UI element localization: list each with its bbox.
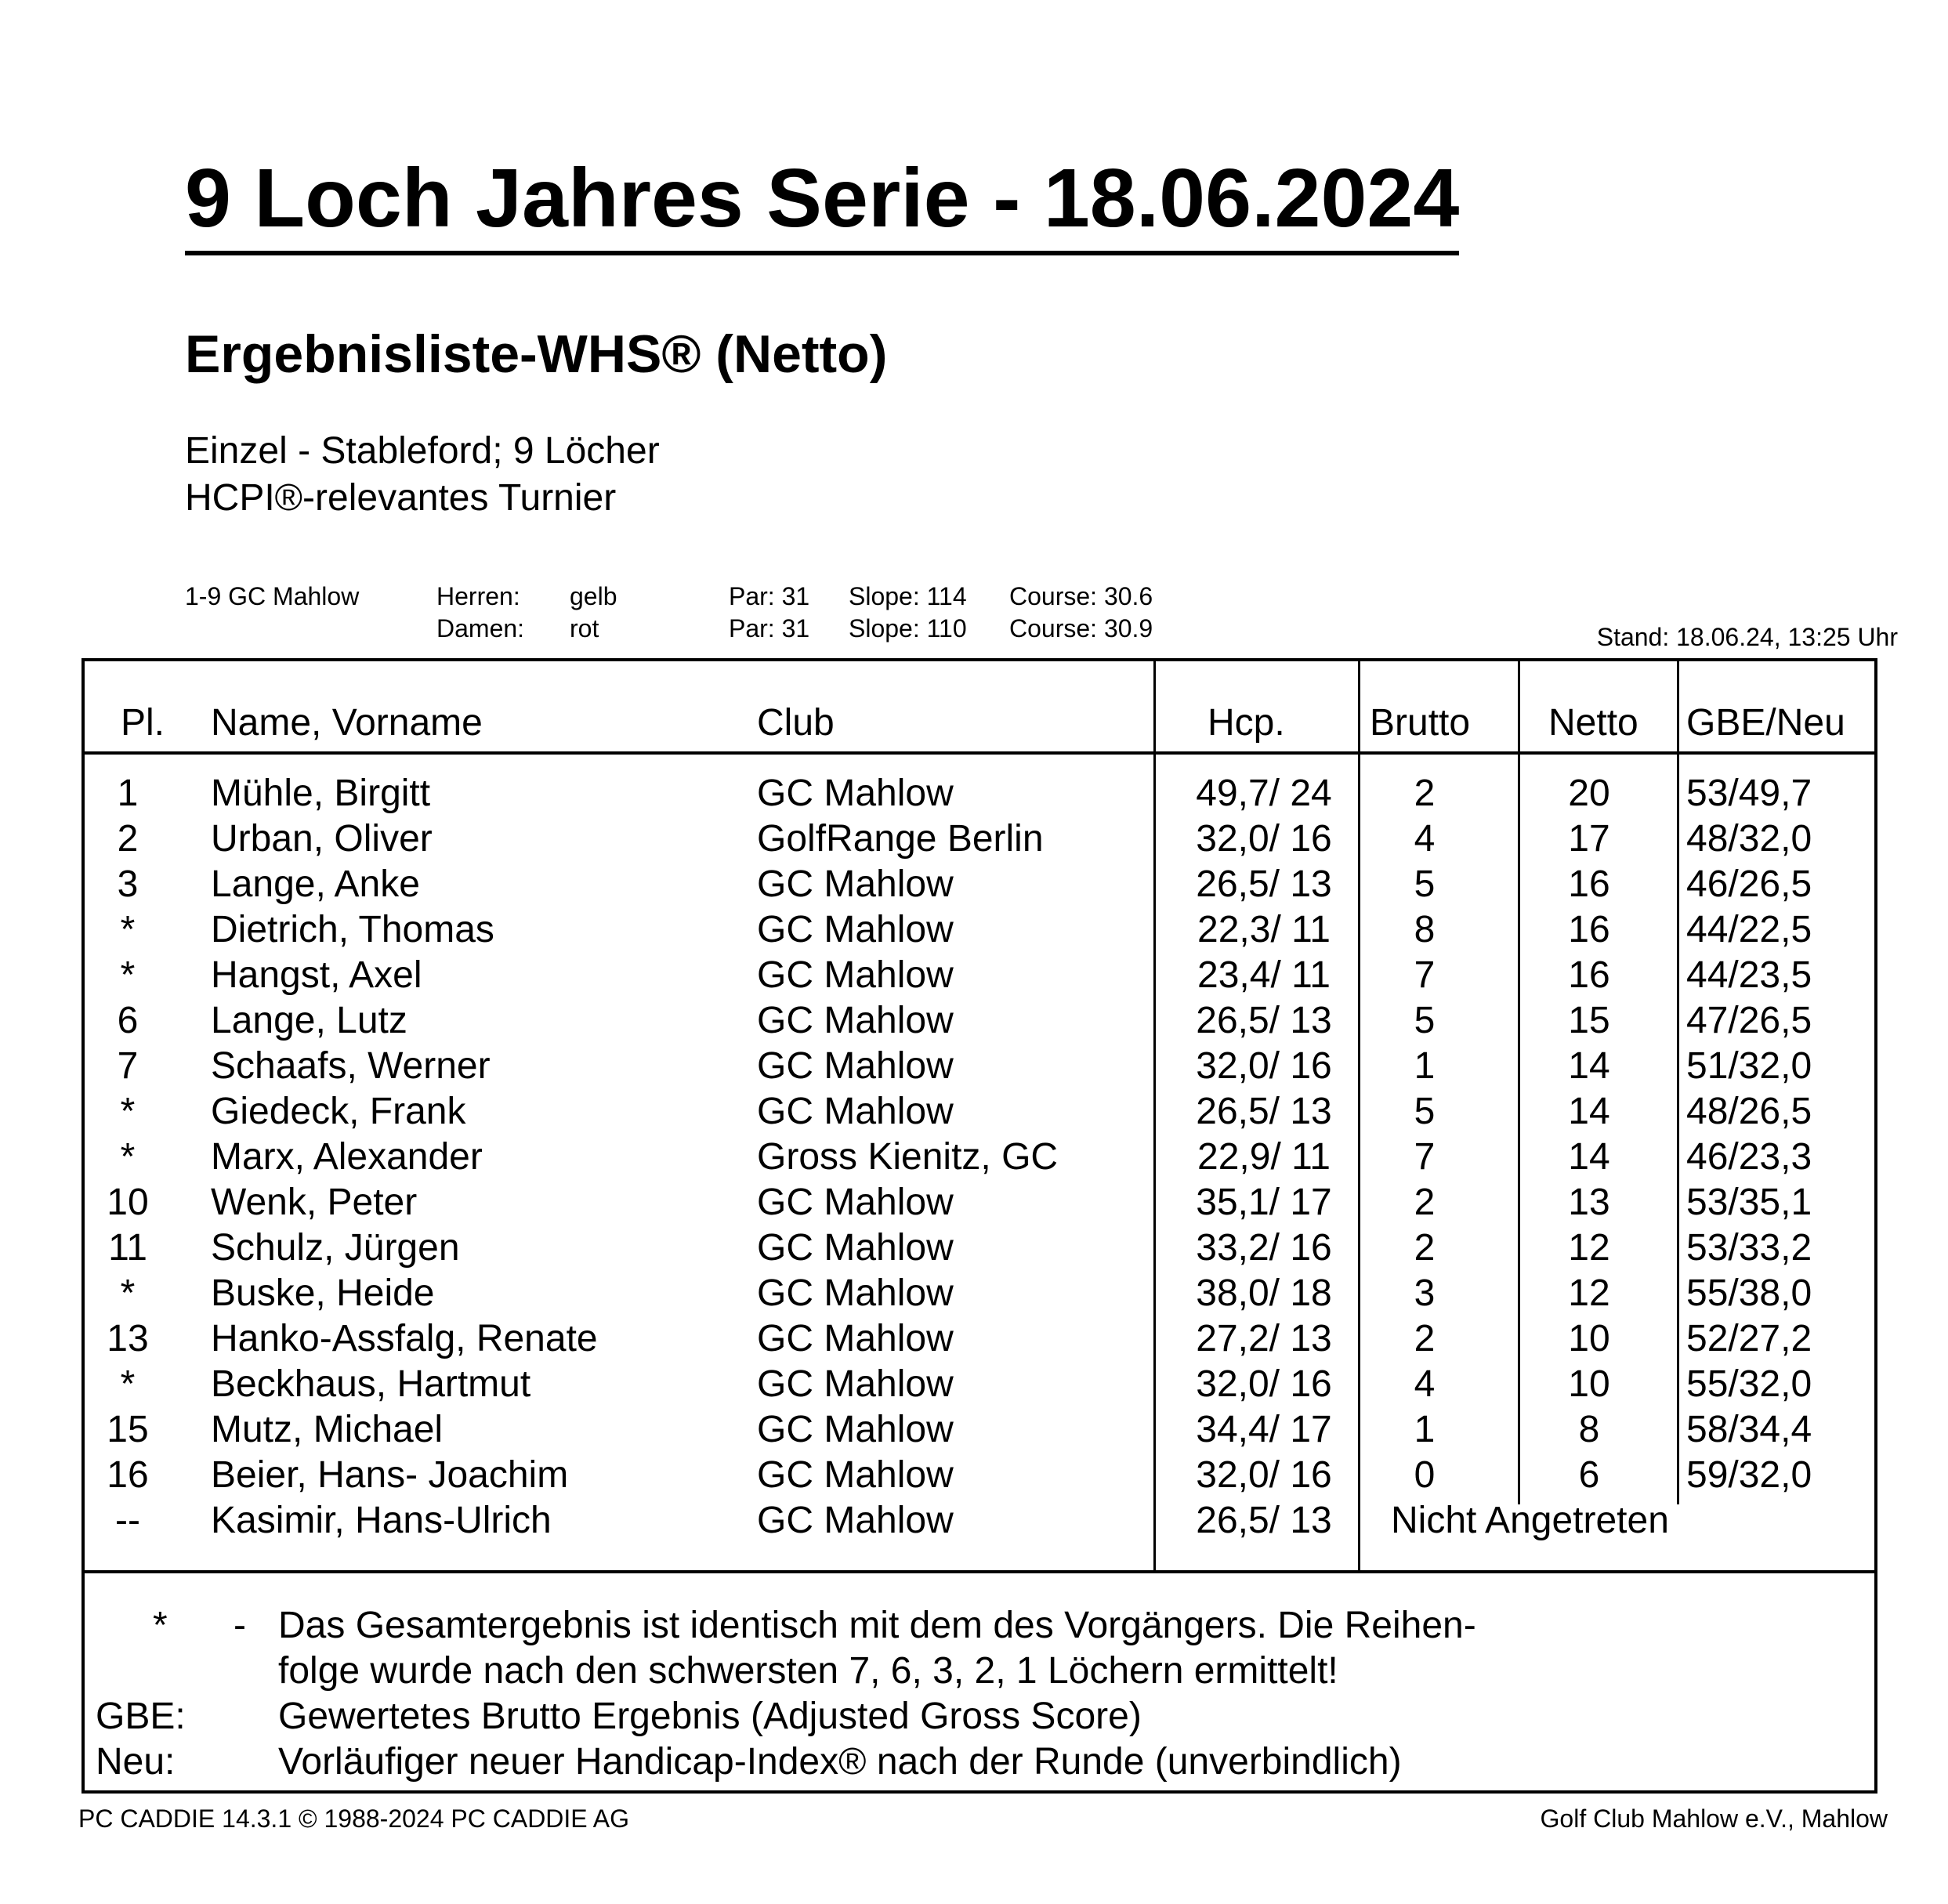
cell-name: Schaafs, Werner (211, 1045, 491, 1087)
cell-gbe-neu: 53/49,7 (1686, 773, 1812, 814)
table-row (85, 907, 1874, 953)
damen-par: Par: 31 (729, 614, 810, 643)
cell-place: 11 (108, 1227, 147, 1269)
cell-place: 6 (117, 1000, 139, 1041)
cell-brutto: 2 (1414, 1318, 1436, 1359)
table-row (85, 1498, 1874, 1544)
table-row (85, 862, 1874, 907)
cell-brutto: 5 (1414, 1091, 1436, 1132)
cell-brutto: 7 (1414, 1136, 1436, 1178)
table-row (85, 1407, 1874, 1453)
header-name: Name, Vorname (211, 702, 483, 744)
table-row (85, 1362, 1874, 1407)
cell-place: 2 (117, 818, 139, 860)
cell-hcp: 32,0/ 16 (1196, 818, 1332, 860)
cell-brutto: 2 (1414, 1182, 1436, 1223)
table-row (85, 1180, 1874, 1225)
cell-club: GC Mahlow (757, 1000, 954, 1041)
cell-club: GolfRange Berlin (757, 818, 1044, 860)
cell-place: 7 (117, 1045, 139, 1087)
cell-name: Hangst, Axel (211, 954, 422, 996)
cell-name: Buske, Heide (211, 1272, 435, 1314)
cell-place: * (120, 1272, 136, 1314)
cell-club: GC Mahlow (757, 1272, 954, 1314)
herren-label: Herren: (436, 582, 520, 610)
cell-brutto: 4 (1414, 1363, 1436, 1405)
cell-netto: 10 (1568, 1318, 1610, 1359)
damen-tee: rot (570, 614, 599, 643)
table-row (85, 1135, 1874, 1180)
cell-club: GC Mahlow (757, 1318, 954, 1359)
table-row (85, 953, 1874, 998)
legend-neu-label: Neu: (96, 1741, 176, 1783)
cell-netto: 12 (1568, 1272, 1610, 1314)
format-line: Einzel - Stableford; 9 Löcher (185, 430, 660, 472)
cell-brutto: 4 (1414, 818, 1436, 860)
cell-place: 13 (107, 1318, 149, 1359)
cell-netto: 20 (1568, 773, 1610, 814)
cell-gbe-neu: 52/27,2 (1686, 1318, 1812, 1359)
cell-netto: 17 (1568, 818, 1610, 860)
cell-place: * (120, 954, 136, 996)
cell-place: * (120, 1091, 136, 1132)
cell-hcp: 22,3/ 11 (1197, 909, 1331, 950)
herren-tee: gelb (570, 582, 617, 610)
footer-club: Golf Club Mahlow e.V., Mahlow (1540, 1804, 1888, 1833)
cell-netto: 13 (1568, 1182, 1610, 1223)
cell-hcp: 26,5/ 13 (1196, 863, 1332, 905)
header-brutto: Brutto (1370, 702, 1471, 744)
cell-hcp: 33,2/ 16 (1196, 1227, 1332, 1269)
cell-place: 16 (107, 1454, 149, 1496)
herren-par: Par: 31 (729, 582, 810, 610)
cell-hcp: 32,0/ 16 (1196, 1363, 1332, 1405)
damen-course-rating: Course: 30.9 (1009, 614, 1153, 643)
table-row (85, 1316, 1874, 1362)
header-pl: Pl. (121, 702, 165, 744)
cell-club: GC Mahlow (757, 909, 954, 950)
timestamp: Stand: 18.06.24, 13:25 Uhr (1596, 623, 1898, 651)
cell-brutto: 2 (1414, 1227, 1436, 1269)
cell-club: GC Mahlow (757, 1227, 954, 1269)
cell-name: Marx, Alexander (211, 1136, 483, 1178)
cell-hcp: 34,4/ 17 (1196, 1409, 1332, 1450)
cell-status-note: Nicht Angetreten (1391, 1500, 1669, 1541)
legend-star-text-1: Das Gesamtergebnis ist identisch mit dem des Vorgängers. Die Reihen- (278, 1605, 1476, 1646)
cell-hcp: 35,1/ 17 (1196, 1182, 1332, 1223)
legend-gbe-text: Gewertetes Brutto Ergebnis (Adjusted Gross Score) (278, 1696, 1142, 1737)
cell-name: Lange, Lutz (211, 1000, 407, 1041)
cell-gbe-neu: 51/32,0 (1686, 1045, 1812, 1087)
cell-gbe-neu: 44/22,5 (1686, 909, 1812, 950)
table-row (85, 1225, 1874, 1271)
cell-name: Beier, Hans- Joachim (211, 1454, 569, 1496)
cell-name: Lange, Anke (211, 863, 420, 905)
herren-course-rating: Course: 30.6 (1009, 582, 1153, 610)
cell-gbe-neu: 58/34,4 (1686, 1409, 1812, 1450)
cell-place: 10 (107, 1182, 149, 1223)
results-table (81, 658, 1877, 1794)
cell-name: Schulz, Jürgen (211, 1227, 460, 1269)
cell-club: Gross Kienitz, GC (757, 1136, 1059, 1178)
legend-neu-text: Vorläufiger neuer Handicap-Index® nach der Runde (unverbindlich) (278, 1741, 1402, 1783)
cell-netto: 6 (1578, 1454, 1600, 1496)
cell-netto: 14 (1568, 1091, 1610, 1132)
legend-star-symbol: * (153, 1605, 168, 1646)
cell-name: Giedeck, Frank (211, 1091, 466, 1132)
table-row (85, 1044, 1874, 1089)
cell-name: Dietrich, Thomas (211, 909, 494, 950)
cell-hcp: 38,0/ 18 (1196, 1272, 1332, 1314)
cell-brutto: 2 (1414, 773, 1436, 814)
header-club: Club (757, 702, 835, 744)
cell-club: GC Mahlow (757, 1182, 954, 1223)
cell-netto: 16 (1568, 863, 1610, 905)
cell-netto: 15 (1568, 1000, 1610, 1041)
footer-software: PC CADDIE 14.3.1 © 1988-2024 PC CADDIE AG (78, 1804, 629, 1833)
cell-brutto: 1 (1414, 1045, 1436, 1087)
legend-star-text-2: folge wurde nach den schwersten 7, 6, 3, 2, 1 Löchern ermittelt! (278, 1650, 1338, 1692)
header-divider (85, 751, 1874, 755)
cell-brutto: 3 (1414, 1272, 1436, 1314)
cell-gbe-neu: 48/32,0 (1686, 818, 1812, 860)
cell-name: Hanko-Assfalg, Renate (211, 1318, 598, 1359)
cell-brutto: 5 (1414, 863, 1436, 905)
cell-hcp: 32,0/ 16 (1196, 1045, 1332, 1087)
cell-gbe-neu: 55/38,0 (1686, 1272, 1812, 1314)
cell-place: * (120, 1136, 136, 1178)
header-netto: Netto (1548, 702, 1638, 744)
tournament-type-line: HCPI®-relevantes Turnier (185, 477, 617, 519)
cell-gbe-neu: 46/23,3 (1686, 1136, 1812, 1178)
cell-hcp: 26,5/ 13 (1196, 1091, 1332, 1132)
cell-gbe-neu: 47/26,5 (1686, 1000, 1812, 1041)
table-row (85, 998, 1874, 1044)
legend-star-dash: - (234, 1605, 246, 1646)
cell-gbe-neu: 53/35,1 (1686, 1182, 1812, 1223)
cell-name: Beckhaus, Hartmut (211, 1363, 531, 1405)
cell-brutto: 8 (1414, 909, 1436, 950)
cell-hcp: 26,5/ 13 (1196, 1500, 1332, 1541)
cell-club: GC Mahlow (757, 1091, 954, 1132)
cell-place: * (120, 909, 136, 950)
cell-place: -- (115, 1500, 140, 1541)
cell-hcp: 23,4/ 11 (1197, 954, 1331, 996)
cell-club: GC Mahlow (757, 773, 954, 814)
cell-name: Kasimir, Hans-Ulrich (211, 1500, 552, 1541)
herren-slope: Slope: 114 (849, 582, 967, 610)
cell-gbe-neu: 55/32,0 (1686, 1363, 1812, 1405)
cell-hcp: 27,2/ 13 (1196, 1318, 1332, 1359)
cell-name: Mühle, Birgitt (211, 773, 431, 814)
table-row (85, 816, 1874, 862)
cell-club: GC Mahlow (757, 1363, 954, 1405)
cell-netto: 12 (1568, 1227, 1610, 1269)
page-title: 9 Loch Jahres Serie - 18.06.2024 (185, 157, 1459, 255)
cell-brutto: 1 (1414, 1409, 1436, 1450)
damen-slope: Slope: 110 (849, 614, 967, 643)
cell-netto: 16 (1568, 954, 1610, 996)
cell-hcp: 26,5/ 13 (1196, 1000, 1332, 1041)
cell-brutto: 0 (1414, 1454, 1436, 1496)
cell-club: GC Mahlow (757, 954, 954, 996)
cell-gbe-neu: 53/33,2 (1686, 1227, 1812, 1269)
cell-name: Wenk, Peter (211, 1182, 418, 1223)
cell-name: Mutz, Michael (211, 1409, 444, 1450)
cell-club: GC Mahlow (757, 863, 954, 905)
cell-brutto: 5 (1414, 1000, 1436, 1041)
cell-netto: 8 (1578, 1409, 1600, 1450)
cell-netto: 14 (1568, 1045, 1610, 1087)
table-row (85, 1453, 1874, 1498)
cell-club: GC Mahlow (757, 1045, 954, 1087)
header-hcp: Hcp. (1208, 702, 1285, 744)
course-name: 1-9 GC Mahlow (185, 582, 360, 610)
cell-club: GC Mahlow (757, 1409, 954, 1450)
cell-gbe-neu: 44/23,5 (1686, 954, 1812, 996)
cell-hcp: 22,9/ 11 (1197, 1136, 1331, 1178)
cell-gbe-neu: 59/32,0 (1686, 1454, 1812, 1496)
legend-divider (85, 1570, 1874, 1573)
legend-gbe-label: GBE: (96, 1696, 186, 1737)
cell-brutto: 7 (1414, 954, 1436, 996)
page-subtitle: Ergebnisliste-WHS® (Netto) (185, 324, 888, 384)
cell-name: Urban, Oliver (211, 818, 433, 860)
cell-place: 3 (117, 863, 139, 905)
cell-netto: 10 (1568, 1363, 1610, 1405)
cell-place: 15 (107, 1409, 149, 1450)
header-gbe: GBE/Neu (1686, 702, 1845, 744)
cell-club: GC Mahlow (757, 1500, 954, 1541)
table-row (85, 771, 1874, 816)
cell-netto: 16 (1568, 909, 1610, 950)
cell-gbe-neu: 48/26,5 (1686, 1091, 1812, 1132)
cell-hcp: 49,7/ 24 (1196, 773, 1332, 814)
cell-gbe-neu: 46/26,5 (1686, 863, 1812, 905)
table-row (85, 1089, 1874, 1135)
damen-label: Damen: (436, 614, 525, 643)
cell-netto: 14 (1568, 1136, 1610, 1178)
cell-hcp: 32,0/ 16 (1196, 1454, 1332, 1496)
cell-place: 1 (117, 773, 139, 814)
table-row (85, 1271, 1874, 1316)
cell-club: GC Mahlow (757, 1454, 954, 1496)
cell-place: * (120, 1363, 136, 1405)
